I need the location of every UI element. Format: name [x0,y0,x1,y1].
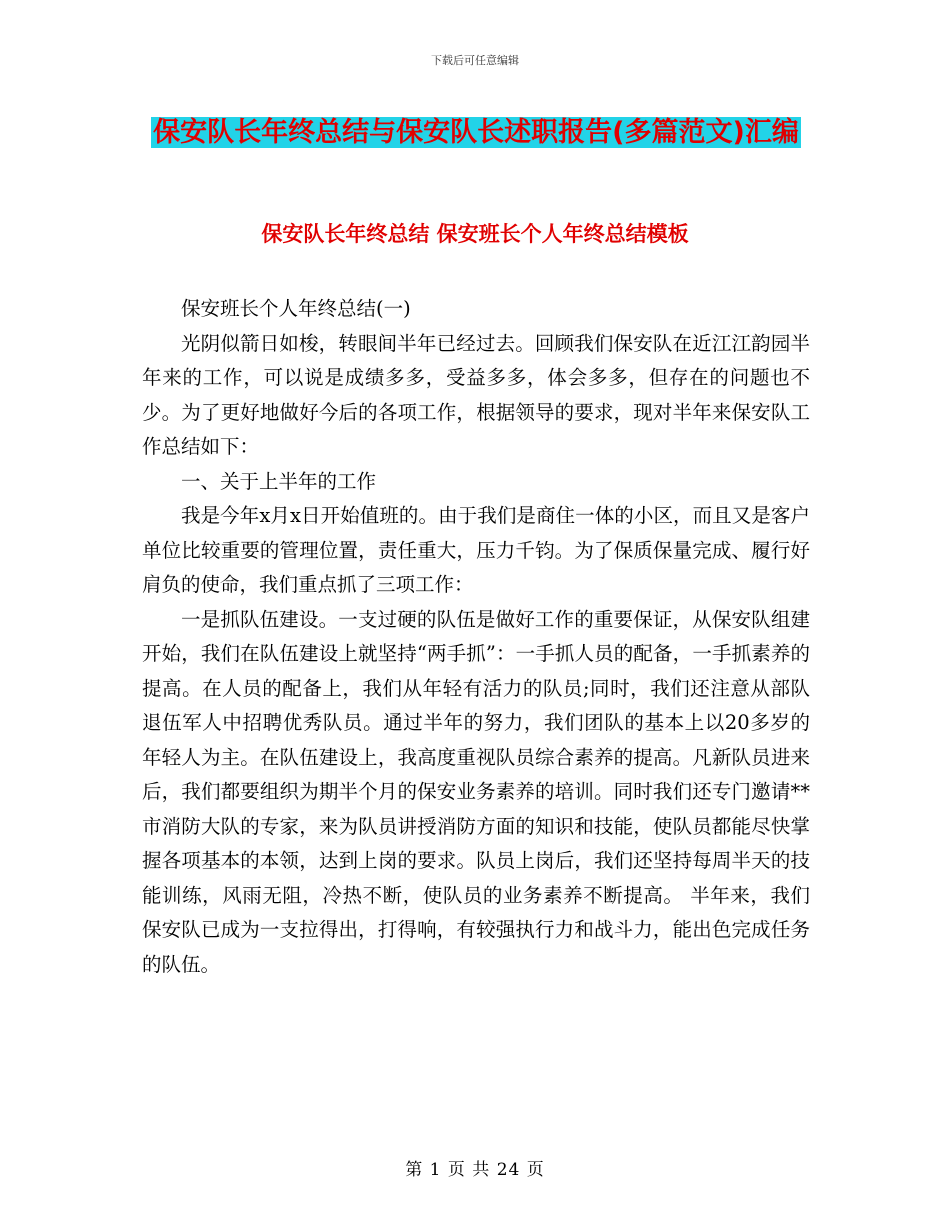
paragraph-heading: 保安班长个人年终总结(一) [181,297,411,320]
document-title [140,108,812,157]
paragraph: 我是今年x月x日开始值班的。由于我们是商住一体的小区，而且又是客户单位比较重要的管理位置，责任重大，压力千钧。为了保质保量完成、履行好肩负的使命，我们重点抓了三项工作： [142,504,810,596]
section-subtitle: 保安队长年终总结 保安班长个人年终总结模板 [261,222,689,246]
paragraph-section-heading: 一、关于上半年的工作 [181,469,377,493]
header-note: 下载后可任意编辑 [431,54,519,67]
document-body [142,292,810,982]
paragraph: 光阴似箭日如梭，转眼间半年已经过去。回顾我们保安队在近江江韵园半年来的工作，可以说是成绩多多，受益多多，体会多多，但存在的问题也不少。为了更好地做好今后的各项工作，根据领导的要求，现对半年来保安队工作总结如下： [142,331,810,458]
page-number: 第 1 页 共 24 页 [405,1160,545,1180]
document-title-text: 保安队长年终总结与保安队长述职报告(多篇范文)汇编 [153,117,799,148]
paragraph: 一是抓队伍建设。一支过硬的队伍是做好工作的重要保证，从保安队组建开始，我们在队伍建设上就坚持“两手抓”：一手抓人员的配备，一手抓素养的提高。在人员的配备上，我们从年轻有活力的队员;同时，我们还注意从部队退伍军人中招聘优秀队员。通过半年的努力，我们团队的基本上以20多岁的年轻人为主。在队伍建设上，我高度重视队员综合素养的提高。凡新队员进来后，我们都要组织为期半个月的保安业务素养的培训。同时我们还专门邀请**市消防大队的专家，来为队员讲授消防方面的知识和技能，使队员都能尽快掌握各项基本的本领，达到上岗的要求。队员上岗后，我们还坚持每周半天的技能训练，风雨无阻，冷热不断，使队员的业务素养不断提高。 半年来，我们保安队已成为一支拉得出，打得响，有较强执行力和战斗力，能出色完成任务的队伍。 [142,607,810,976]
